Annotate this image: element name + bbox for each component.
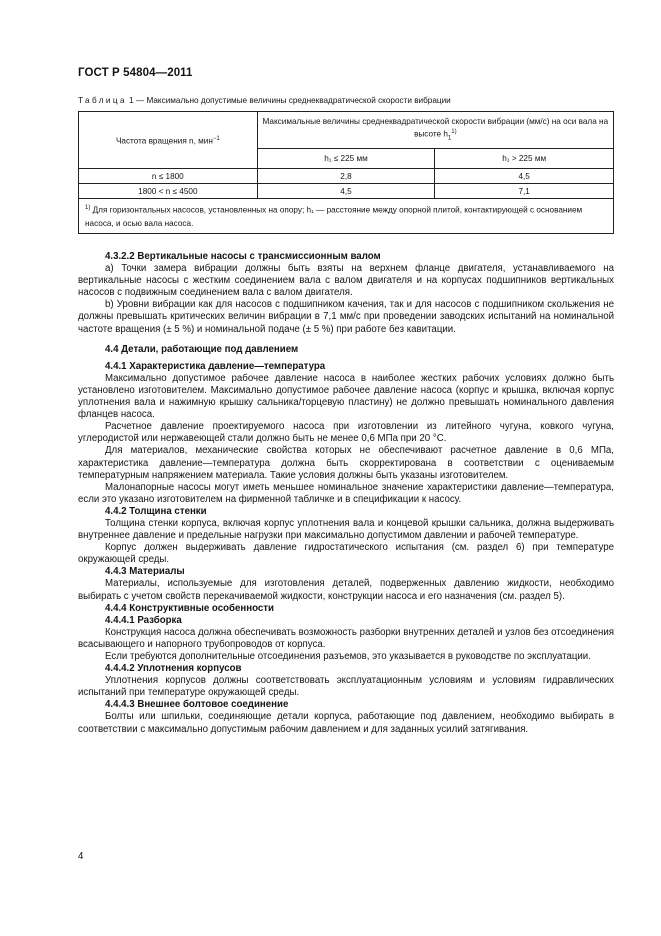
paragraph: Болты или шпильки, соединяющие детали корпуса, работающие под давлением, необходимо выбирать в соответствии с максимально допустимым рабочим давлением и для заданных усилий затягивания. xyxy=(78,711,614,735)
document-header: ГОСТ Р 54804—2011 xyxy=(78,67,193,79)
paragraph: Расчетное давление проектируемого насоса при изготовлении из литейного чугуна, ковкого чугуна, углеродистой или нержавеющей стали должно быть не менее 0,6 МПа при 20 °С. xyxy=(78,421,614,445)
section-heading-442: 4.4.2 Толщина стенки xyxy=(105,505,207,517)
table-header-row xyxy=(79,112,614,149)
header-max-cell xyxy=(257,112,613,149)
paragraph: Малонапорные насосы могут иметь меньшее номинальное значение характеристики давление—температура, если это указано изготовителем на фирменной табличке и в спецификации к насосу. xyxy=(78,481,614,505)
subheader-high: h₁ > 225 мм xyxy=(435,149,614,169)
table-caption-text: 1 — Максимально допустимые величины среднеквадратической скорости вибрации xyxy=(126,96,451,105)
row-speed: 1800 < n ≤ 4500 xyxy=(79,184,258,199)
paragraph: Материалы, используемые для изготовления деталей, подверженных давлению жидкости, необходимо выбирать с учетом свойств перекачиваемой жидкости, конструкции насоса и его назначения (см. раздел 5). xyxy=(78,578,614,602)
section-heading-4322: 4.3.2.2 Вертикальные насосы с трансмиссионным валом xyxy=(105,251,381,262)
section-heading-444: 4.4.4 Конструктивные особенности xyxy=(105,602,274,614)
section-heading-4443: 4.4.4.3 Внешнее болтовое соединение xyxy=(105,699,289,711)
row-low-value: 4,5 xyxy=(257,184,435,199)
section-heading-443: 4.4.3 Материалы xyxy=(105,566,185,578)
header-speed-sup: −1 xyxy=(212,135,220,142)
row-high-value: 4,5 xyxy=(435,169,614,184)
table-caption-word: Таблица xyxy=(78,96,127,105)
paragraph: Для материалов, механические свойства которых не обеспечивают расчетное давление в 0,6 МПа, характеристика давление—температура должна быть скорректирована в соответствии с оцениваемым температурным напряжением материала. Такие условия должны быть указаны изготовителем. xyxy=(78,445,614,481)
row-speed: n ≤ 1800 xyxy=(79,169,258,184)
table-caption xyxy=(78,96,451,105)
paragraph: Если требуются дополнительные отсоединения разъемов, это указывается в руководстве по эксплуатации. xyxy=(105,651,591,662)
paragraph: Толщина стенки корпуса, включая корпус уплотнения вала и концевой крышки сальника, должна выдерживать внутреннее давление и предельные нагрузки при максимально допустимом давлении и рабочей температуре. xyxy=(78,517,614,542)
row-low-value: 2,8 xyxy=(257,169,435,184)
table-footnote-row xyxy=(79,199,614,234)
vibration-table xyxy=(78,111,614,234)
header-speed-cell xyxy=(79,112,258,169)
table-footnote xyxy=(79,199,614,234)
section-heading-44: 4.4 Детали, работающие под давлением xyxy=(105,343,299,355)
table-row xyxy=(79,184,614,199)
paragraph: Корпус должен выдерживать давление гидростатического испытания (см. раздел 6) при температуре окружающей среды. xyxy=(78,542,614,566)
header-max-text: Максимальные величины среднеквадратической скорости вибрации (мм/с) на оси вала на высоте h xyxy=(262,116,609,139)
document-body xyxy=(78,251,614,736)
table-row xyxy=(79,169,614,184)
paragraph: Максимально допустимое рабочее давление насоса в наиболее жестких рабочих условиях должно быть установлено изготовителем. Максимально допустимое рабочее давление насоса (корпус и крышка, включая корпус уплотнения вала и нажимную крышку сальника/торцевую пластину) не должно превышать номинального давления фланцев насоса. xyxy=(78,372,614,421)
paragraph: Уплотнения корпусов должны соответствовать эксплуатационным условиям и условиям гидравлических испытаний при температуре окружающей среды. xyxy=(78,675,614,699)
subheader-low: h₁ ≤ 225 мм xyxy=(257,149,435,169)
section-heading-4442: 4.4.4.2 Уплотнения корпусов xyxy=(105,663,242,675)
footnote-text: Для горизонтальных насосов, установленных на опору; h₁ — расстояние между опорной плитой, контактирующей с основанием насоса, и осью вала насоса. xyxy=(85,205,583,228)
page-number: 4 xyxy=(78,851,84,862)
section-heading-441: 4.4.1 Характеристика давление—температура xyxy=(105,360,326,372)
section-heading-4441: 4.4.4.1 Разборка xyxy=(105,614,182,626)
header-max-sub: 1 xyxy=(447,135,452,142)
paragraph: Конструкция насоса должна обеспечивать возможность разборки внутренних деталей и узлов без отсоединения всасывающего и напорного трубопроводов от корпуса. xyxy=(78,626,614,650)
paragraph: b) Уровни вибрации как для насосов с подшипником качения, так и для насосов с подшипником скольжения не должны превышать критических величин вибрации в 7,1 мм/с при проведении заводских испытаний на номинальной частоте вращения (± 5 %) и номинальной подаче (± 5 %) при работе без кавитации. xyxy=(78,299,614,335)
footnote-mark: 1) xyxy=(85,205,91,211)
header-speed-text: Частота вращения n, мин xyxy=(115,136,213,146)
header-max-sup: 1) xyxy=(451,128,457,135)
row-high-value: 7,1 xyxy=(435,184,614,199)
paragraph: a) Точки замера вибрации должны быть взяты на верхнем фланце двигателя, устанавливаемого на вертикальные насосы с жестким соединением вала с валом двигателя и на корпусах подшипников вертикальных насосов с подвижным соединением вала с валом двигателя. xyxy=(78,263,614,299)
